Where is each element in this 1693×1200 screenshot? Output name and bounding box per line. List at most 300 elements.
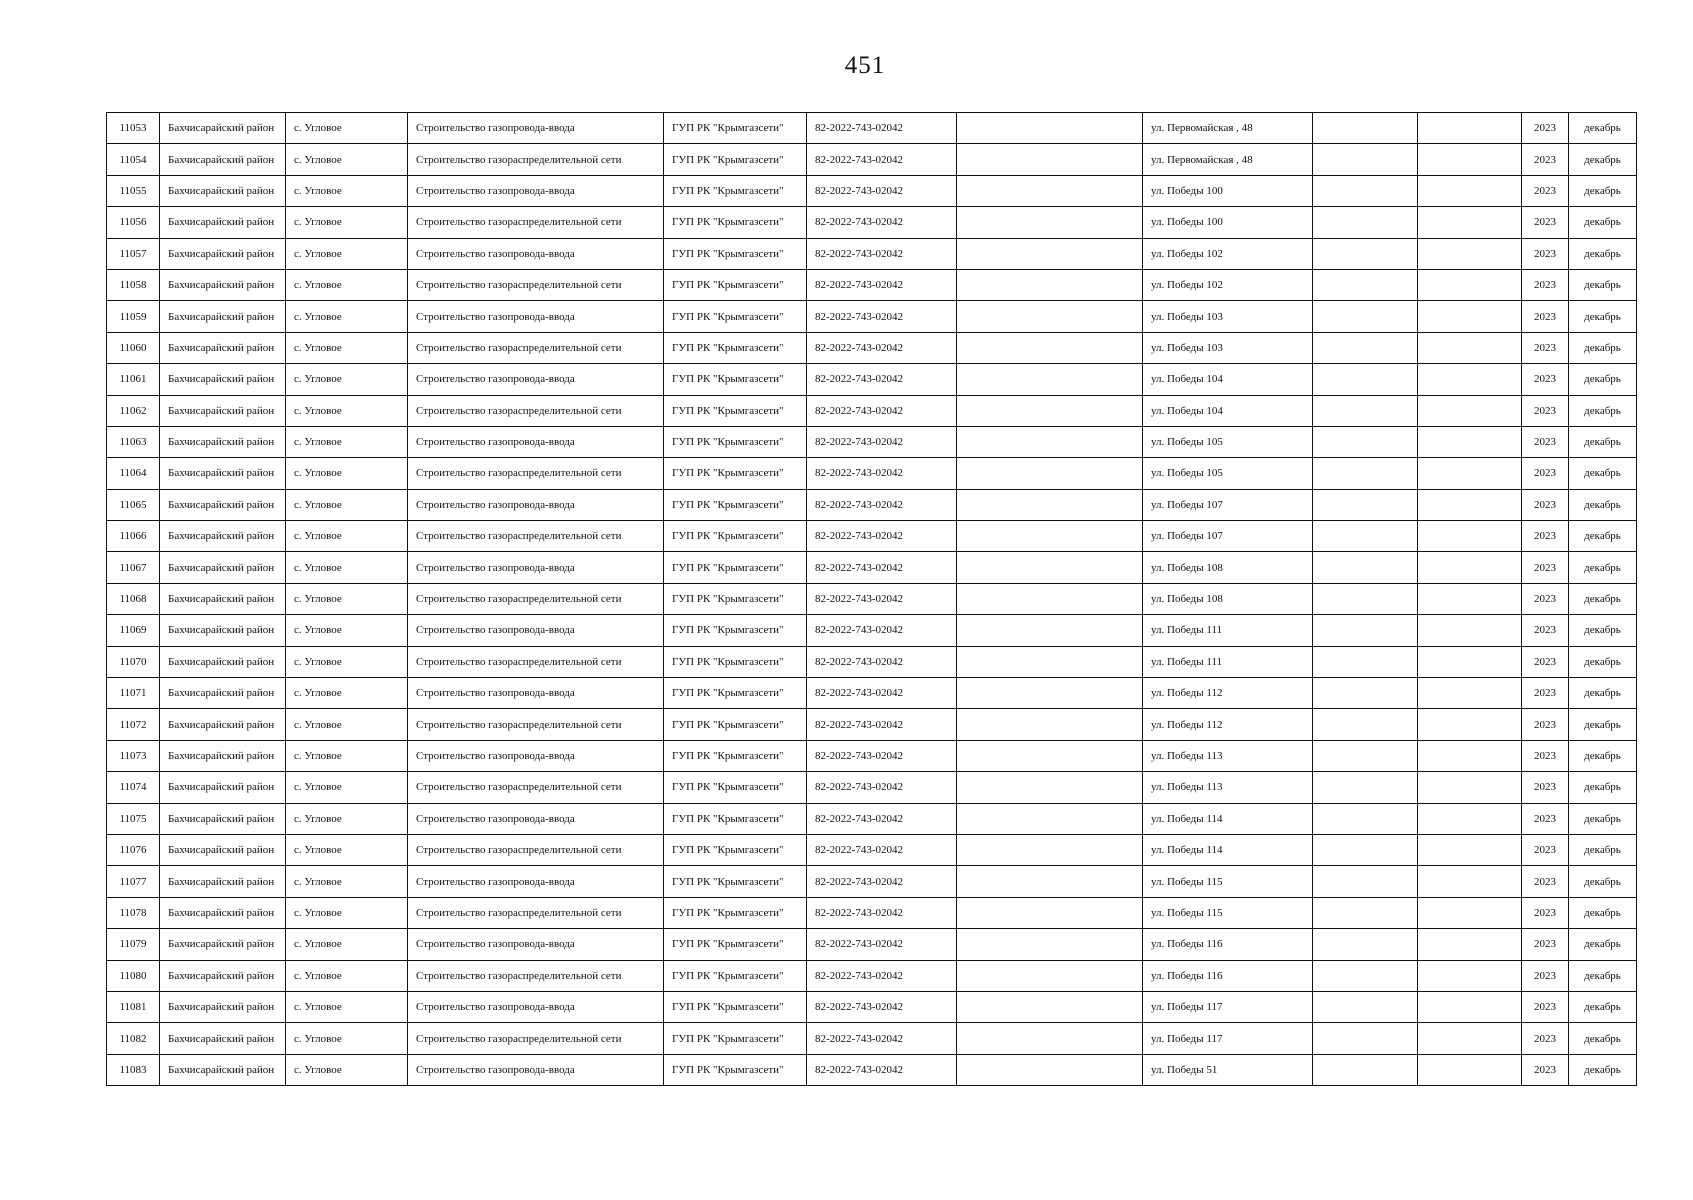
work-type-cell: Строительство газопровода-ввода [408, 678, 664, 709]
village-cell: с. Угловое [286, 834, 408, 865]
address-cell: ул. Победы 116 [1143, 960, 1313, 991]
village-cell: с. Угловое [286, 897, 408, 928]
district-cell: Бахчисарайский район [160, 144, 286, 175]
year-cell: 2023 [1522, 615, 1569, 646]
work-type-cell: Строительство газораспределительной сети [408, 772, 664, 803]
work-type-cell: Строительство газопровода-ввода [408, 991, 664, 1022]
organization-cell: ГУП РК "Крымгазсети" [664, 269, 807, 300]
table-row [107, 144, 1637, 175]
work-type-cell: Строительство газораспределительной сети [408, 521, 664, 552]
district-cell: Бахчисарайский район [160, 207, 286, 238]
row-number: 11081 [107, 991, 160, 1022]
empty-cell [1313, 740, 1418, 771]
empty-cell [1418, 646, 1522, 677]
project-code-cell: 82-2022-743-02042 [807, 1023, 957, 1054]
empty-cell [1313, 803, 1418, 834]
village-cell: с. Угловое [286, 646, 408, 677]
table-row [107, 269, 1637, 300]
empty-cell [957, 740, 1143, 771]
table-row [107, 175, 1637, 206]
row-number: 11069 [107, 615, 160, 646]
project-code-cell: 82-2022-743-02042 [807, 834, 957, 865]
month-cell: декабрь [1569, 269, 1637, 300]
empty-cell [1418, 144, 1522, 175]
table-row [107, 772, 1637, 803]
address-cell: ул. Победы 117 [1143, 1023, 1313, 1054]
table-row [107, 834, 1637, 865]
table-row [107, 426, 1637, 457]
empty-cell [1313, 364, 1418, 395]
year-cell: 2023 [1522, 834, 1569, 865]
row-number: 11066 [107, 521, 160, 552]
empty-cell [957, 834, 1143, 865]
village-cell: с. Угловое [286, 489, 408, 520]
month-cell: декабрь [1569, 709, 1637, 740]
month-cell: декабрь [1569, 615, 1637, 646]
table-row [107, 458, 1637, 489]
organization-cell: ГУП РК "Крымгазсети" [664, 113, 807, 144]
row-number: 11058 [107, 269, 160, 300]
work-type-cell: Строительство газопровода-ввода [408, 113, 664, 144]
year-cell: 2023 [1522, 489, 1569, 520]
year-cell: 2023 [1522, 646, 1569, 677]
row-number: 11067 [107, 552, 160, 583]
district-cell: Бахчисарайский район [160, 834, 286, 865]
table-row [107, 709, 1637, 740]
year-cell: 2023 [1522, 709, 1569, 740]
empty-cell [1418, 1023, 1522, 1054]
year-cell: 2023 [1522, 301, 1569, 332]
empty-cell [1313, 678, 1418, 709]
year-cell: 2023 [1522, 803, 1569, 834]
table-row [107, 489, 1637, 520]
organization-cell: ГУП РК "Крымгазсети" [664, 207, 807, 238]
empty-cell [957, 269, 1143, 300]
empty-cell [1418, 238, 1522, 269]
address-cell: ул. Победы 108 [1143, 583, 1313, 614]
table-body [107, 113, 1637, 1086]
year-cell: 2023 [1522, 772, 1569, 803]
empty-cell [1418, 740, 1522, 771]
empty-cell [1418, 332, 1522, 363]
project-code-cell: 82-2022-743-02042 [807, 583, 957, 614]
village-cell: с. Угловое [286, 426, 408, 457]
empty-cell [1418, 583, 1522, 614]
project-code-cell: 82-2022-743-02042 [807, 332, 957, 363]
empty-cell [957, 458, 1143, 489]
row-number: 11073 [107, 740, 160, 771]
address-cell: ул. Победы 114 [1143, 834, 1313, 865]
project-code-cell: 82-2022-743-02042 [807, 489, 957, 520]
month-cell: декабрь [1569, 960, 1637, 991]
table-row [107, 583, 1637, 614]
work-type-cell: Строительство газопровода-ввода [408, 301, 664, 332]
month-cell: декабрь [1569, 332, 1637, 363]
organization-cell: ГУП РК "Крымгазсети" [664, 458, 807, 489]
month-cell: декабрь [1569, 929, 1637, 960]
work-type-cell: Строительство газораспределительной сети [408, 207, 664, 238]
year-cell: 2023 [1522, 364, 1569, 395]
address-cell: ул. Победы 112 [1143, 709, 1313, 740]
registry-table [106, 112, 1637, 1086]
year-cell: 2023 [1522, 521, 1569, 552]
empty-cell [1418, 175, 1522, 206]
empty-cell [1418, 772, 1522, 803]
project-code-cell: 82-2022-743-02042 [807, 144, 957, 175]
month-cell: декабрь [1569, 646, 1637, 677]
year-cell: 2023 [1522, 866, 1569, 897]
empty-cell [957, 175, 1143, 206]
table-row [107, 395, 1637, 426]
table-row [107, 238, 1637, 269]
empty-cell [1313, 709, 1418, 740]
table-row [107, 803, 1637, 834]
empty-cell [957, 897, 1143, 928]
month-cell: декабрь [1569, 772, 1637, 803]
project-code-cell: 82-2022-743-02042 [807, 269, 957, 300]
month-cell: декабрь [1569, 678, 1637, 709]
year-cell: 2023 [1522, 583, 1569, 614]
district-cell: Бахчисарайский район [160, 175, 286, 206]
work-type-cell: Строительство газопровода-ввода [408, 803, 664, 834]
empty-cell [957, 646, 1143, 677]
work-type-cell: Строительство газораспределительной сети [408, 834, 664, 865]
work-type-cell: Строительство газопровода-ввода [408, 489, 664, 520]
project-code-cell: 82-2022-743-02042 [807, 552, 957, 583]
project-code-cell: 82-2022-743-02042 [807, 646, 957, 677]
organization-cell: ГУП РК "Крымгазсети" [664, 740, 807, 771]
address-cell: ул. Победы 51 [1143, 1054, 1313, 1085]
project-code-cell: 82-2022-743-02042 [807, 991, 957, 1022]
table-row [107, 678, 1637, 709]
district-cell: Бахчисарайский район [160, 552, 286, 583]
village-cell: с. Угловое [286, 364, 408, 395]
empty-cell [1313, 1054, 1418, 1085]
district-cell: Бахчисарайский район [160, 238, 286, 269]
organization-cell: ГУП РК "Крымгазсети" [664, 364, 807, 395]
month-cell: декабрь [1569, 364, 1637, 395]
month-cell: декабрь [1569, 426, 1637, 457]
row-number: 11078 [107, 897, 160, 928]
organization-cell: ГУП РК "Крымгазсети" [664, 301, 807, 332]
row-number: 11071 [107, 678, 160, 709]
district-cell: Бахчисарайский район [160, 929, 286, 960]
empty-cell [1313, 646, 1418, 677]
work-type-cell: Строительство газопровода-ввода [408, 426, 664, 457]
district-cell: Бахчисарайский район [160, 615, 286, 646]
month-cell: декабрь [1569, 458, 1637, 489]
district-cell: Бахчисарайский район [160, 521, 286, 552]
empty-cell [957, 803, 1143, 834]
table-row [107, 615, 1637, 646]
year-cell: 2023 [1522, 144, 1569, 175]
empty-cell [957, 144, 1143, 175]
project-code-cell: 82-2022-743-02042 [807, 929, 957, 960]
empty-cell [957, 426, 1143, 457]
month-cell: декабрь [1569, 740, 1637, 771]
year-cell: 2023 [1522, 1054, 1569, 1085]
empty-cell [1313, 238, 1418, 269]
year-cell: 2023 [1522, 1023, 1569, 1054]
organization-cell: ГУП РК "Крымгазсети" [664, 615, 807, 646]
village-cell: с. Угловое [286, 269, 408, 300]
empty-cell [1313, 521, 1418, 552]
district-cell: Бахчисарайский район [160, 960, 286, 991]
district-cell: Бахчисарайский район [160, 489, 286, 520]
work-type-cell: Строительство газораспределительной сети [408, 458, 664, 489]
project-code-cell: 82-2022-743-02042 [807, 113, 957, 144]
project-code-cell: 82-2022-743-02042 [807, 709, 957, 740]
project-code-cell: 82-2022-743-02042 [807, 458, 957, 489]
empty-cell [1418, 489, 1522, 520]
empty-cell [1313, 772, 1418, 803]
row-number: 11077 [107, 866, 160, 897]
address-cell: ул. Победы 102 [1143, 269, 1313, 300]
year-cell: 2023 [1522, 332, 1569, 363]
empty-cell [1313, 332, 1418, 363]
organization-cell: ГУП РК "Крымгазсети" [664, 552, 807, 583]
year-cell: 2023 [1522, 426, 1569, 457]
table-row [107, 521, 1637, 552]
table-row [107, 332, 1637, 363]
district-cell: Бахчисарайский район [160, 332, 286, 363]
row-number: 11082 [107, 1023, 160, 1054]
village-cell: с. Угловое [286, 960, 408, 991]
empty-cell [1313, 991, 1418, 1022]
table-row [107, 866, 1637, 897]
row-number: 11054 [107, 144, 160, 175]
organization-cell: ГУП РК "Крымгазсети" [664, 395, 807, 426]
empty-cell [1418, 552, 1522, 583]
village-cell: с. Угловое [286, 175, 408, 206]
row-number: 11057 [107, 238, 160, 269]
district-cell: Бахчисарайский район [160, 395, 286, 426]
district-cell: Бахчисарайский район [160, 426, 286, 457]
month-cell: декабрь [1569, 1023, 1637, 1054]
organization-cell: ГУП РК "Крымгазсети" [664, 803, 807, 834]
year-cell: 2023 [1522, 929, 1569, 960]
empty-cell [1313, 301, 1418, 332]
organization-cell: ГУП РК "Крымгазсети" [664, 834, 807, 865]
month-cell: декабрь [1569, 489, 1637, 520]
village-cell: с. Угловое [286, 521, 408, 552]
organization-cell: ГУП РК "Крымгазсети" [664, 489, 807, 520]
organization-cell: ГУП РК "Крымгазсети" [664, 897, 807, 928]
organization-cell: ГУП РК "Крымгазсети" [664, 991, 807, 1022]
row-number: 11068 [107, 583, 160, 614]
empty-cell [1418, 207, 1522, 238]
row-number: 11055 [107, 175, 160, 206]
address-cell: ул. Победы 104 [1143, 395, 1313, 426]
empty-cell [1418, 897, 1522, 928]
year-cell: 2023 [1522, 678, 1569, 709]
year-cell: 2023 [1522, 395, 1569, 426]
village-cell: с. Угловое [286, 615, 408, 646]
empty-cell [957, 583, 1143, 614]
month-cell: декабрь [1569, 552, 1637, 583]
month-cell: декабрь [1569, 583, 1637, 614]
project-code-cell: 82-2022-743-02042 [807, 897, 957, 928]
project-code-cell: 82-2022-743-02042 [807, 395, 957, 426]
project-code-cell: 82-2022-743-02042 [807, 772, 957, 803]
table-row [107, 740, 1637, 771]
village-cell: с. Угловое [286, 709, 408, 740]
address-cell: ул. Победы 114 [1143, 803, 1313, 834]
month-cell: декабрь [1569, 521, 1637, 552]
address-cell: ул. Победы 103 [1143, 332, 1313, 363]
village-cell: с. Угловое [286, 113, 408, 144]
village-cell: с. Угловое [286, 552, 408, 583]
empty-cell [957, 364, 1143, 395]
project-code-cell: 82-2022-743-02042 [807, 866, 957, 897]
district-cell: Бахчисарайский район [160, 1054, 286, 1085]
organization-cell: ГУП РК "Крымгазсети" [664, 426, 807, 457]
row-number: 11076 [107, 834, 160, 865]
year-cell: 2023 [1522, 269, 1569, 300]
village-cell: с. Угловое [286, 458, 408, 489]
address-cell: ул. Победы 108 [1143, 552, 1313, 583]
year-cell: 2023 [1522, 113, 1569, 144]
month-cell: декабрь [1569, 144, 1637, 175]
address-cell: ул. Победы 105 [1143, 426, 1313, 457]
village-cell: с. Угловое [286, 929, 408, 960]
year-cell: 2023 [1522, 238, 1569, 269]
empty-cell [957, 960, 1143, 991]
row-number: 11053 [107, 113, 160, 144]
row-number: 11070 [107, 646, 160, 677]
work-type-cell: Строительство газораспределительной сети [408, 897, 664, 928]
empty-cell [1418, 458, 1522, 489]
organization-cell: ГУП РК "Крымгазсети" [664, 772, 807, 803]
table-row [107, 364, 1637, 395]
organization-cell: ГУП РК "Крымгазсети" [664, 238, 807, 269]
work-type-cell: Строительство газопровода-ввода [408, 238, 664, 269]
month-cell: декабрь [1569, 834, 1637, 865]
village-cell: с. Угловое [286, 301, 408, 332]
organization-cell: ГУП РК "Крымгазсети" [664, 1054, 807, 1085]
project-code-cell: 82-2022-743-02042 [807, 207, 957, 238]
village-cell: с. Угловое [286, 866, 408, 897]
month-cell: декабрь [1569, 897, 1637, 928]
project-code-cell: 82-2022-743-02042 [807, 1054, 957, 1085]
address-cell: ул. Победы 115 [1143, 866, 1313, 897]
project-code-cell: 82-2022-743-02042 [807, 238, 957, 269]
village-cell: с. Угловое [286, 332, 408, 363]
project-code-cell: 82-2022-743-02042 [807, 175, 957, 206]
empty-cell [1313, 113, 1418, 144]
table-row [107, 552, 1637, 583]
row-number: 11061 [107, 364, 160, 395]
row-number: 11080 [107, 960, 160, 991]
row-number: 11060 [107, 332, 160, 363]
empty-cell [1418, 929, 1522, 960]
empty-cell [1418, 521, 1522, 552]
address-cell: ул. Победы 102 [1143, 238, 1313, 269]
year-cell: 2023 [1522, 897, 1569, 928]
empty-cell [1313, 960, 1418, 991]
month-cell: декабрь [1569, 175, 1637, 206]
work-type-cell: Строительство газораспределительной сети [408, 709, 664, 740]
empty-cell [1313, 144, 1418, 175]
empty-cell [1418, 426, 1522, 457]
work-type-cell: Строительство газораспределительной сети [408, 646, 664, 677]
project-code-cell: 82-2022-743-02042 [807, 678, 957, 709]
project-code-cell: 82-2022-743-02042 [807, 803, 957, 834]
empty-cell [957, 1023, 1143, 1054]
month-cell: декабрь [1569, 1054, 1637, 1085]
empty-cell [1418, 960, 1522, 991]
empty-cell [1418, 615, 1522, 646]
village-cell: с. Угловое [286, 740, 408, 771]
district-cell: Бахчисарайский район [160, 678, 286, 709]
district-cell: Бахчисарайский район [160, 772, 286, 803]
empty-cell [1418, 269, 1522, 300]
empty-cell [1313, 175, 1418, 206]
empty-cell [1313, 834, 1418, 865]
address-cell: ул. Победы 111 [1143, 615, 1313, 646]
empty-cell [1313, 458, 1418, 489]
work-type-cell: Строительство газораспределительной сети [408, 960, 664, 991]
work-type-cell: Строительство газопровода-ввода [408, 615, 664, 646]
village-cell: с. Угловое [286, 991, 408, 1022]
organization-cell: ГУП РК "Крымгазсети" [664, 583, 807, 614]
address-cell: ул. Победы 113 [1143, 740, 1313, 771]
organization-cell: ГУП РК "Крымгазсети" [664, 1023, 807, 1054]
month-cell: декабрь [1569, 866, 1637, 897]
row-number: 11063 [107, 426, 160, 457]
empty-cell [957, 678, 1143, 709]
work-type-cell: Строительство газопровода-ввода [408, 1054, 664, 1085]
district-cell: Бахчисарайский район [160, 583, 286, 614]
empty-cell [957, 991, 1143, 1022]
year-cell: 2023 [1522, 960, 1569, 991]
empty-cell [957, 395, 1143, 426]
address-cell: ул. Победы 100 [1143, 175, 1313, 206]
village-cell: с. Угловое [286, 395, 408, 426]
address-cell: ул. Победы 111 [1143, 646, 1313, 677]
district-cell: Бахчисарайский район [160, 269, 286, 300]
district-cell: Бахчисарайский район [160, 458, 286, 489]
empty-cell [957, 929, 1143, 960]
village-cell: с. Угловое [286, 1054, 408, 1085]
organization-cell: ГУП РК "Крымгазсети" [664, 332, 807, 363]
empty-cell [957, 709, 1143, 740]
village-cell: с. Угловое [286, 678, 408, 709]
empty-cell [957, 301, 1143, 332]
year-cell: 2023 [1522, 207, 1569, 238]
project-code-cell: 82-2022-743-02042 [807, 521, 957, 552]
district-cell: Бахчисарайский район [160, 991, 286, 1022]
row-number: 11064 [107, 458, 160, 489]
work-type-cell: Строительство газопровода-ввода [408, 929, 664, 960]
table-row [107, 113, 1637, 144]
year-cell: 2023 [1522, 175, 1569, 206]
organization-cell: ГУП РК "Крымгазсети" [664, 521, 807, 552]
table-row [107, 301, 1637, 332]
village-cell: с. Угловое [286, 144, 408, 175]
month-cell: декабрь [1569, 301, 1637, 332]
district-cell: Бахчисарайский район [160, 646, 286, 677]
row-number: 11056 [107, 207, 160, 238]
year-cell: 2023 [1522, 740, 1569, 771]
row-number: 11062 [107, 395, 160, 426]
empty-cell [1418, 709, 1522, 740]
address-cell: ул. Победы 100 [1143, 207, 1313, 238]
district-cell: Бахчисарайский район [160, 364, 286, 395]
work-type-cell: Строительство газопровода-ввода [408, 866, 664, 897]
empty-cell [957, 113, 1143, 144]
address-cell: ул. Победы 103 [1143, 301, 1313, 332]
